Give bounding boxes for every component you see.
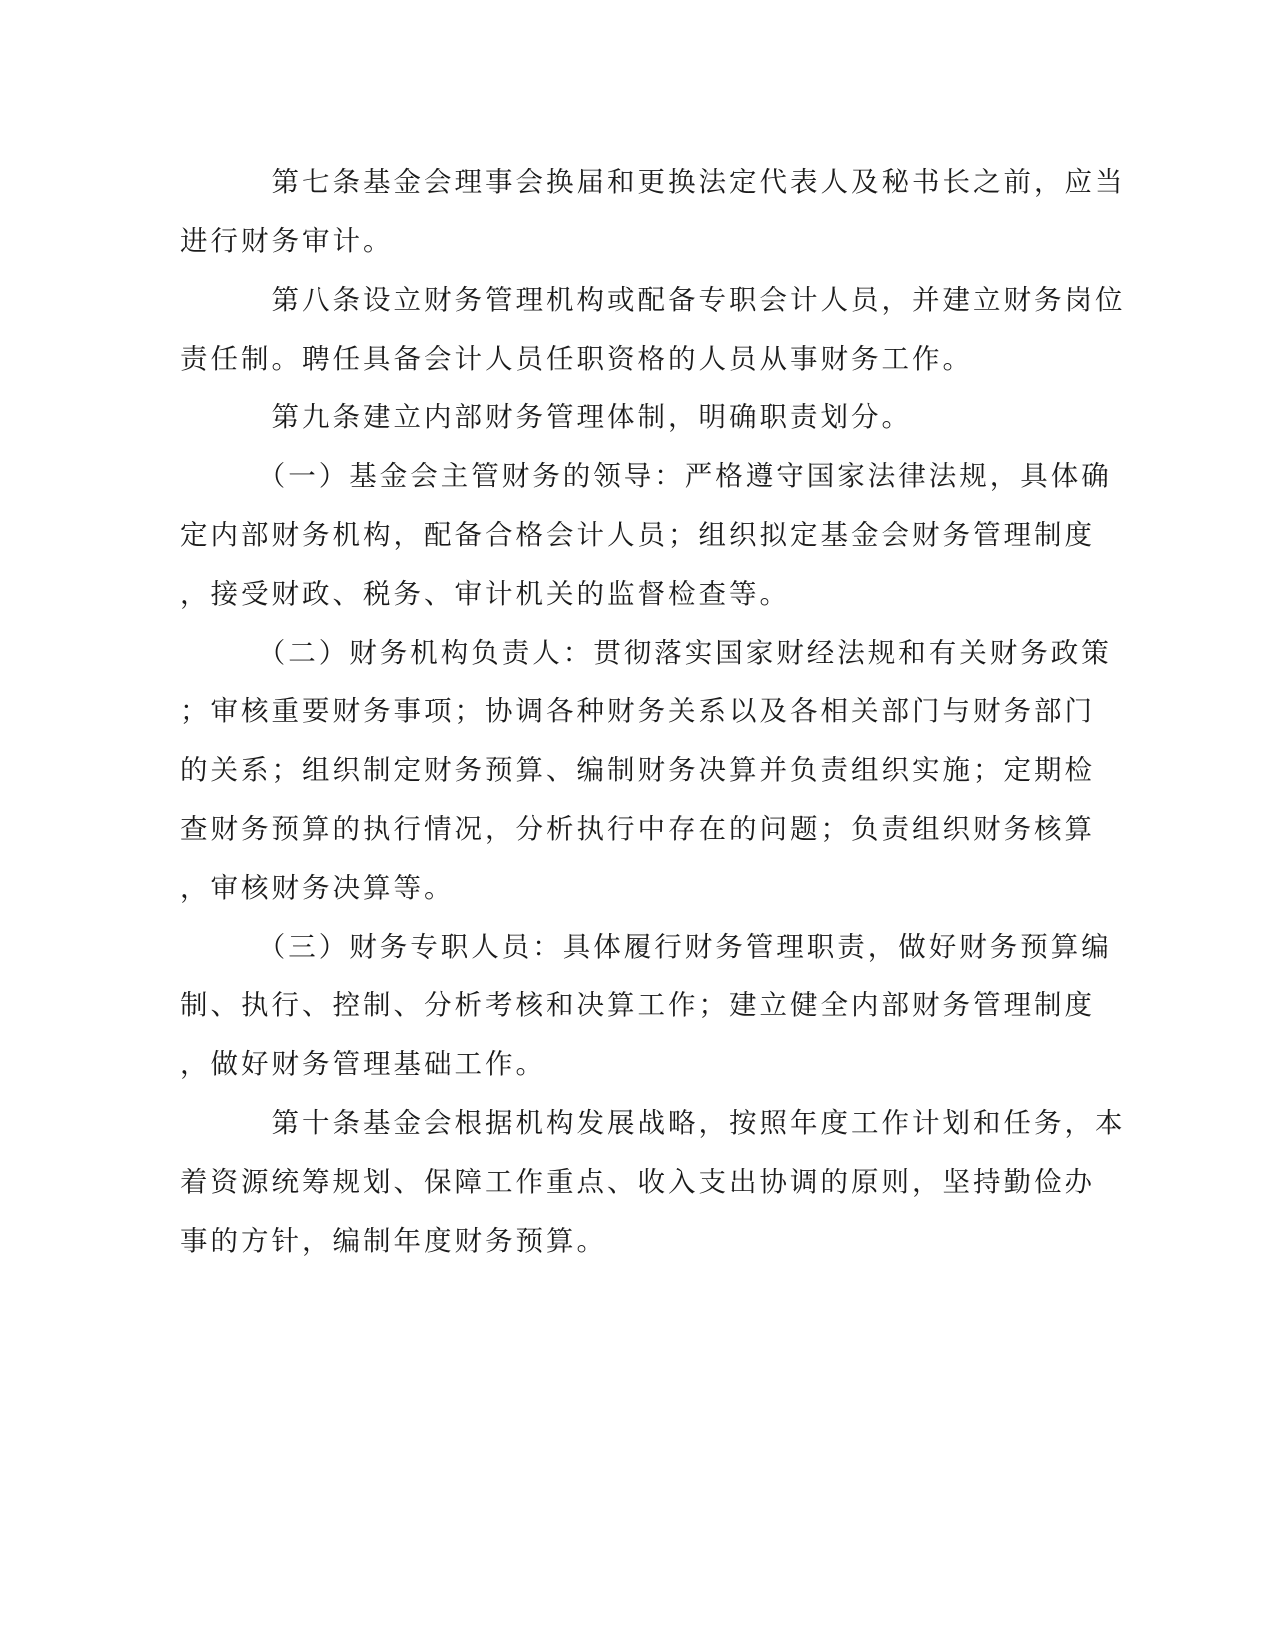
text-line: （二）财务机构负责人：贯彻落实国家财经法规和有关财务政策 (180, 637, 1112, 669)
text-line: 查财务预算的执行情况，分析执行中存在的问题；负责组织财务核算 (180, 813, 1095, 845)
text-line: ，接受财政、税务、审计机关的监督检查等。 (180, 578, 790, 610)
text-line: 定内部财务机构，配备合格会计人员；组织拟定基金会财务管理制度 (180, 519, 1095, 551)
text-line: 第十条基金会根据机构发展战略，按照年度工作计划和任务，本 (180, 1107, 1126, 1139)
text-line: ，审核财务决算等。 (180, 872, 455, 904)
text-line: 进行财务审计。 (180, 225, 394, 257)
text-line: 的关系；组织制定财务预算、编制财务决算并负责组织实施；定期检 (180, 754, 1095, 786)
text-line: （三）财务专职人员：具体履行财务管理职责，做好财务预算编 (180, 931, 1112, 963)
text-line: ；审核重要财务事项；协调各种财务关系以及各相关部门与财务部门 (180, 695, 1095, 727)
text-line: 第九条建立内部财务管理体制，明确职责划分。 (180, 401, 912, 433)
text-line: ，做好财务管理基础工作。 (180, 1048, 546, 1080)
text-line: 着资源统筹规划、保障工作重点、收入支出协调的原则，坚持勤俭办 (180, 1166, 1095, 1198)
text-line: （一）基金会主管财务的领导：严格遵守国家法律法规，具体确 (180, 460, 1112, 492)
text-line: 责任制。聘任具备会计人员任职资格的人员从事财务工作。 (180, 343, 973, 375)
text-line: 第七条基金会理事会换届和更换法定代表人及秘书长之前，应当 (180, 166, 1126, 198)
text-line: 第八条设立财务管理机构或配备专职会计人员，并建立财务岗位 (180, 284, 1126, 316)
text-line: 制、执行、控制、分析考核和决算工作；建立健全内部财务管理制度 (180, 989, 1095, 1021)
text-line: 事的方针，编制年度财务预算。 (180, 1225, 607, 1257)
